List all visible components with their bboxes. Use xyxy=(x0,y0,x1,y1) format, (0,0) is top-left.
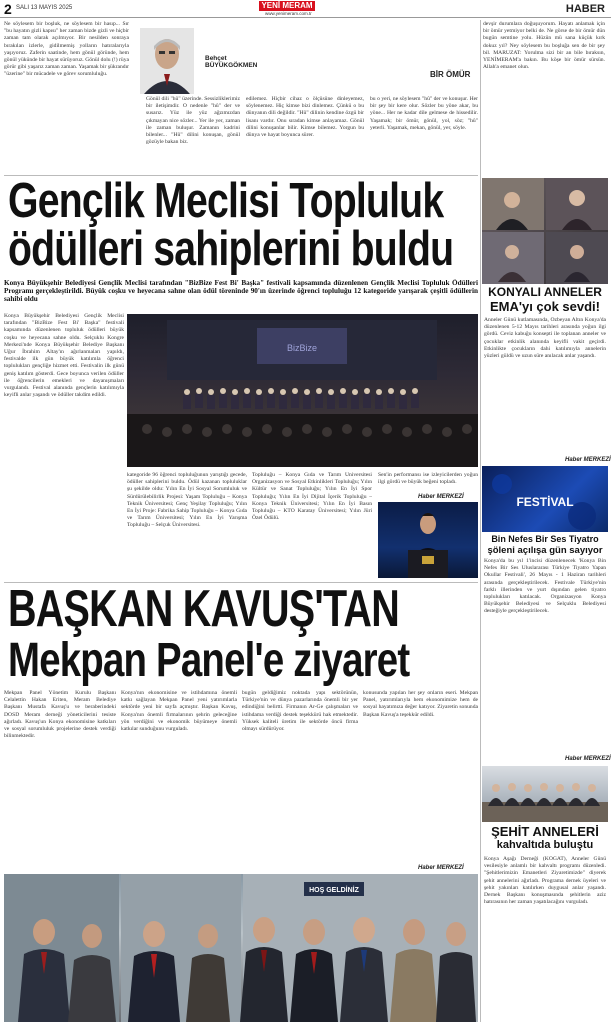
side1-title-line2: EMA'yı çok sevdi! xyxy=(489,299,601,314)
side1-text: Anneler Günü kutlamasında, Özbeyan Altın Konya'da düzenlenen 5-12 Mayıs tarihleri arasında yoğun ilgi gördü. Ceviz kabuğu konsepti ile toplanan anneler ve çocuklar etkinlik alanında keyifli vakit geçirdi. Etkinlikte çocukların dahi katılımıyla annelerin yüzleri güldü ve uzun süre anılacak anlar yaşandı. xyxy=(484,317,606,360)
lead-headline-line2: ödülleri sahiplerini buldu xyxy=(8,222,454,276)
lead2-text-1: Mekpan Panel Yönetim Kurulu Başkanı Celalettin Hakan Eriten, Meram Belediye Başkanı Mustafa Kavuş'u ve beraberindeki DOSD Meram derneği yöneticilerini tesiste ağırladı. Kavuş'un Konya ekonomisine katkıları ve sosyal sorumluluk projelerine destek verdiği bilinmektedir. xyxy=(4,690,116,740)
newspaper-logo: YENİ MERAM xyxy=(259,1,315,11)
lead-text-1: Konya Büyükşehir Belediyesi Gençlik Meclisi tarafından "BizBize Fest Bi' Başka" festivali kapsamında düzenlenen topluluk ödülleri büyük coşku ve heyecana sahne oldu. Selçuklu Kongre Merkezi'nde Konya Büyükşehir Belediye Başkanı Uğur İbrahim Altay'ın ağırlanmaları yapıldı, festivalde ilk gün büyük katılımla öğrenci toplulukları gençliğe hizmet etti. Festivalin ilk günü geniş katılım gösterdi. Gece boyunca verilen ödüller ile öğrencilerin emekleri ve dayanışmaları vurgulandı. Festival alanında gençlerin katılımıyla keyifli anlar yaşandı ve ödüller takdim edildi. xyxy=(4,313,124,399)
side3-text: Konya Aşağı Derneği (KOGAT), Anneler Günü vesilesiyle anlamlı bir kahvaltı programı düzenledi. "Şehitlerimizin Emanetleri Ziyaretimizde" diyerek şehit annelerini ağırladı. Programa dernek üyeleri ve şehit yakınları katılırken duygusal anlar yaşandı. Dernek Başkanı konuşmasında şehitlerin aziz hatırasının her zaman yaşatılacağını vurguladı. xyxy=(484,856,606,906)
visit-group-icon xyxy=(4,874,478,1022)
author-portrait-icon xyxy=(140,28,194,94)
side1-credit: Haber MERKEZİ xyxy=(565,457,611,463)
side3-photo xyxy=(482,766,608,822)
section-label: HABER xyxy=(565,3,605,15)
lead-credit: Haber MERKEZİ xyxy=(418,494,464,500)
lead2-text-3: bugün geldiğimiz noktada yapı sektörünün, Türkiye'nin ve dünya pazarlarında önemli bir yer edindiğini belirtti. Firmanın Ar-Ge çalışmaları ve istihdama verdiği destek teşekkürü hak etmektedir. Yüksek kaliteli üretim ile sektörde öncü firma olmayı sürdürüyor. xyxy=(242,690,358,733)
lead-headline-line1: Gençlik Meclisi Topluluk xyxy=(8,174,444,228)
speaker-podium-icon xyxy=(378,502,478,578)
column-text-right: devşir durumlara doğuşuyorum. Hayatı anlamak için bir ömür yetmiyor belki de. Ne görse de bir ömür dün bugün semtine yolu. Hüzün mü sana küçük kırk dokuz yıl? Ney söylesem bu boşluğa sen de bir şey bil. MARUZAT: Yorulma sizi bir an bile bıraksın, YENİMERAM'a bakın. Bu köşe bir ömür sürsün. Allah'a emanet olun. xyxy=(483,21,605,71)
page-header xyxy=(0,0,611,18)
welcome-sign-text: HOŞ GELDİNİZ xyxy=(309,887,359,894)
lead-photo-speaker xyxy=(378,502,478,578)
author-photo xyxy=(140,28,194,94)
lead-text-4: Sen'in performansı ise izleyicilerden yoğun ilgi gördü ve büyük beğeni topladı. xyxy=(378,472,478,486)
lead2-headline-line1: BAŞKAN KAVUŞ'TAN xyxy=(8,580,399,638)
side1-photo xyxy=(482,178,608,284)
column-text-left: Ne söylesem bir boşluk, ne söylesem bir hasıp... Sır "bu hayatın gizli kapısı" her zaman bizde gizli ve hiçbir zaman tam olarak açılmıyor. Bir nesilden sonraya bırakılan izlerle, gidilmemiş yolların hatıralarıyla yaşıyoruz. Zaferin saatinde, hem gönül göründe, hem gönül yükünde bir hayat sürüyoruz. Gönül dolu (!) rüya görür gibi yaşarız zaman zaman. Yaşamak bir şükrandır "üzerine" bir mücadele ve görev sorumluluğu. xyxy=(4,21,129,78)
side3-title-line2: kahvaltıda buluştu xyxy=(496,839,594,851)
side2-photo xyxy=(482,466,608,532)
svg-text:BizBize: BizBize xyxy=(286,343,318,353)
side1-title-line1: KONYALI ANNELER xyxy=(488,285,602,299)
lead2-text-4: konusunda yapılan her şey onların eseri. Mekpan Panel, yatırımlarıyla hem ekonomimize hem de sosyal hayatımıza değer katıyor. Ziyaretin sonunda Başkan Kavuş'a teşekkür edildi. xyxy=(363,690,478,718)
side2-credit: Haber MERKEZİ xyxy=(565,756,611,762)
breakfast-group-icon xyxy=(482,766,608,822)
lead2-text-2: Konya'nın ekonomisine ve istihdamına önemli katkı sağlayan Mekpan Panel yeni yatırımlarla sektörde yeni bir sayfa açmıştır. Başkan Kavuş, Konya'nın önemli firmalarının şehrin geleceğine yön verdiğini ve ekonomik büyümeye önemli katkılar sunduğunu vurguladı. xyxy=(121,690,237,733)
lead2-credit: Haber MERKEZİ xyxy=(418,865,464,871)
side2-text: Konya'da bu yıl 1'incisi düzenlenecek 'Konya Bin Nefes Bir Ses Uluslararası Türkiye Tiyatro Yapan Okullar Festivali', 26 Mayıs - 1 Haziran tarihleri arasında gerçekleştirilecek. Festivale Türkiye'nin farklı illerinden ve yurt dışından gelen tiyatro toplulukları katılacak. Organizasyon Konya Büyükşehir Belediyesi ve Selçuklu Belediyesi desteğiyle gerçekleştirilecek. xyxy=(484,558,606,615)
column-text-c3: edilemez. Hiçbir cihaz o ölçüsüne dinleyemez, söylenemez. Hiç kimse bizi dinlemez. Çünkü o bu dünyanın dili değildir. "Hû" dilinin kendine özgü bir lisanı vardır. Onu sıradan kimse anlayamaz. Gönül dilini konuşanlar bilir. Kimse bilemez. Yorgun bu dünya ve hayat boyunca sürer. xyxy=(246,96,364,139)
column-author-name: Behçet BÜYÜKGÖKMEN xyxy=(205,55,258,69)
ceremony-stage-icon xyxy=(127,314,478,467)
column-text-c2: Gönül dili "hû" üzerinde. Sessizliklerimiz bir iletişimdir. O nedenle "hû" der ve susarız. Yüz ile yüz ağzımızdan çıkmayan nice sözler... Yer ile yer, zaman ile zaman buluşur. Zamanın kadrini bilenler... "Hû" dilini konuşan, gönül gözüyle bakan biz. xyxy=(146,96,240,146)
lead-text-2: kategoride 96 öğrenci topluluğunun yarıştığı gecede, ödüller sahiplerini buldu. Ödül kazanan topluluklar şu şekilde oldu: Yılın En İyi Sosyal Sorumluluk ve Sürdürülebilirlik Projesi: Yaşam Topluluğu – Konya Teknik Üniversitesi; Genç Yeşilay Topluluğu; Yılın En İyi Proje: Fabrika Sahip Topluluğu – Konya Gıda ve Tarım Üniversitesi; Yılın En İyi Yarışma Topluluğu – Selçuk Üniversitesi. xyxy=(127,472,247,529)
side3-title-line1: ŞEHİT ANNELERİ xyxy=(491,824,599,839)
column-title: BİR ÖMÜR xyxy=(430,70,471,79)
lead2-headline-line2: Mekpan Panel'e ziyaret xyxy=(8,634,410,687)
theatre-festival-icon xyxy=(482,466,608,532)
lead-photo-ceremony xyxy=(127,314,478,467)
column-rule xyxy=(480,20,481,1022)
side2-title-line1: Bin Nefes Bir Ses Tiyatro xyxy=(491,534,599,544)
site-url: www.yenimeram.com.tr xyxy=(265,11,312,16)
side2-title-line2: şöleni açılışa gün sayıyor xyxy=(487,545,603,556)
column-text-c4: bu o yeri, ne söylesem "hû" der ve konuşur. Her bir şey bir kere olur. Sözler bu yöne akar, bu yöne... Her ne kadar dile gelmese de hissedilir. Yaşamak; bir ömür, gönül, yol, söz; "hû" yeterli. Yaşamak, mekan, gönül, yer, söyle. xyxy=(370,96,478,131)
festival-banner-text: FESTİVAL xyxy=(516,495,574,509)
lead-text-3: Topluluğu – Konya Gıda ve Tarım Üniversitesi Organizasyon ve Sosyal Etkinlikleri Topluluğu; Yılın Kültür ve Sanat Topluluğu; Yılın En İyi Spor Topluluğu; Yılın En İyi Dijital İçerik Topluluğu – Konya Teknik Üniversitesi; Yılın En İyi Basın Topluluğu – KTO Karatay Üniversitesi; Yılın Jüri Özel Ödülü. xyxy=(252,472,372,522)
lead-deck: Konya Büyükşehir Belediyesi Gençlik Meclisi tarafından "BizBize Fest Bi' Başka" festivali kapsamında düzenlenen Gençlik Meclisi Topluluk Ödülleri Programı gerçekleştirildi. Büyük coşku ve heyecana sahne olan ödül töreninde 90'ın üzerinde öğrenci topluluğu 12 kategoride yarışarak çeşitli ödüllerin sahibi oldu xyxy=(4,279,478,304)
lead2-photos xyxy=(4,874,478,1022)
issue-date: SALI 13 MAYIS 2025 xyxy=(16,5,73,11)
mothers-event-icon xyxy=(482,178,608,284)
page-number: 2 xyxy=(4,1,12,17)
